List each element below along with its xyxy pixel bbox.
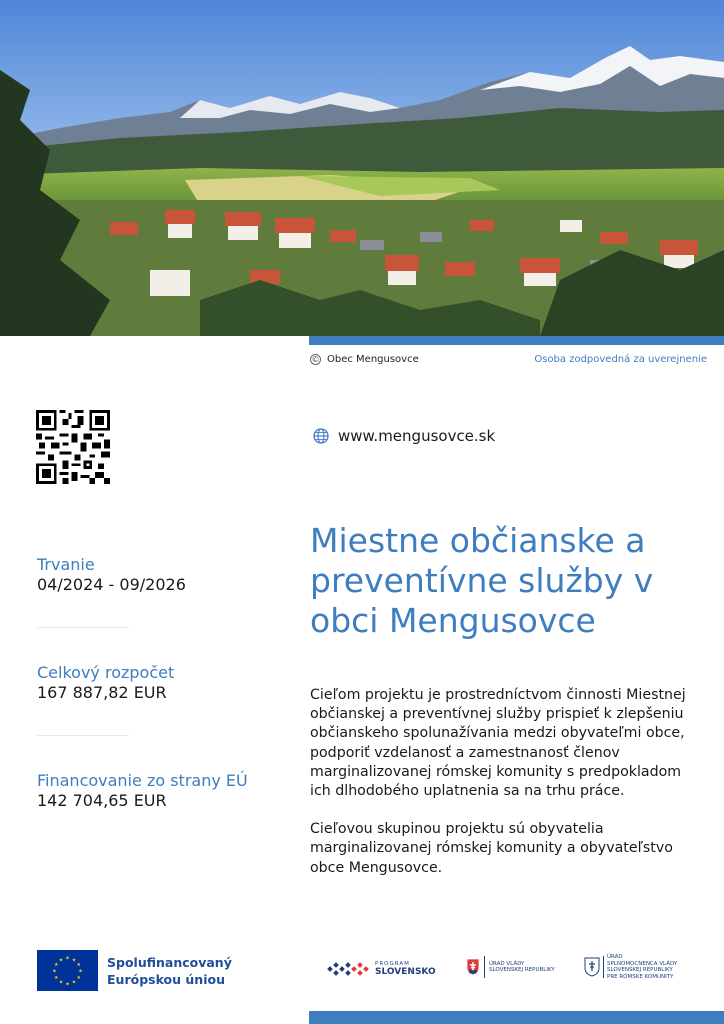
plenipotentiary-shield-icon: [584, 957, 600, 977]
svg-text:★: ★: [52, 968, 57, 975]
photo-credit: [310, 354, 419, 365]
fact-value: 167 887,82 EUR: [37, 683, 167, 702]
hero-photo: [0, 0, 724, 336]
svg-text:★: ★: [58, 979, 64, 986]
slovensko-label: SLOVENSKO: [375, 967, 436, 977]
fact-label: Financovanie zo strany EÚ: [37, 771, 248, 790]
fact-duration: [37, 555, 267, 663]
website-link[interactable]: [313, 427, 495, 445]
svg-text:★: ★: [71, 979, 77, 986]
eu-text: [107, 954, 232, 988]
plen-line-2: SPLNOMOCNENCA VLÁDY: [607, 960, 678, 967]
partner-logos: [326, 952, 706, 992]
website-url[interactable]: www.mengusovce.sk: [338, 427, 496, 445]
roma-plenipotentiary-logo: [584, 954, 677, 980]
description-paragraph: Cieľovou skupinou projektu sú obyvatelia marginalizovanej rómskej komunity a obyvateľstvo obce Mengusovce.: [310, 821, 673, 876]
divider: [484, 956, 485, 978]
divider: [603, 956, 604, 978]
responsible-person-label: Osoba zodpovedná za uverejnenie: [534, 354, 707, 365]
eu-line-2: Európskou úniou: [107, 971, 225, 987]
government-office-logo: [466, 956, 555, 978]
slovak-coat-of-arms-icon: [466, 958, 480, 976]
svg-text:★: ★: [76, 962, 82, 968]
program-slovensko-logo: [326, 956, 436, 982]
accent-bar-top: [309, 336, 724, 345]
photo-credit-text: Obec Mengusovce: [327, 354, 419, 365]
fact-label: Celkový rozpočet: [37, 663, 175, 682]
plen-line-1: ÚRAD: [607, 954, 623, 960]
program-label: PROGRAM: [375, 961, 410, 967]
mountain-village-photo: [0, 0, 724, 336]
svg-text:★: ★: [58, 957, 64, 964]
program-slovensko-icon: [326, 956, 372, 982]
fact-total-budget: [37, 663, 267, 771]
description-paragraph: Cieľom projektu je prostredníctvom činnosti Miestnej občianskej a preventívnej služby prispieť k zlepšeniu občianskeho spolunažívania medzi obyvateľmi obce, podporiť vzdelanosť a zamestnanosť členov marginalizovanej rómskej komunity s predpokladom ich dlhodobého uplatnenia sa na trhu práce.: [310, 687, 686, 800]
svg-text:★: ★: [53, 962, 59, 968]
accent-bar-bottom: [309, 1011, 724, 1024]
copyright-icon: ©: [311, 355, 320, 364]
svg-text:★: ★: [65, 981, 70, 988]
svg-text:★: ★: [78, 968, 83, 975]
fact-value: 142 704,65 EUR: [37, 791, 167, 810]
project-description: [310, 686, 705, 878]
fact-value: 04/2024 - 09/2026: [37, 575, 186, 594]
eu-flag-icon: [37, 950, 98, 991]
eu-line-1: Spolufinancovaný: [107, 954, 232, 970]
project-facts: [37, 555, 267, 879]
svg-text:★: ★: [53, 975, 59, 981]
gov-line-1: ÚRAD VLÁDY: [489, 960, 525, 967]
qr-code[interactable]: [36, 410, 110, 484]
divider: [37, 627, 129, 628]
fact-label: Trvanie: [37, 555, 95, 574]
globe-icon: [313, 428, 329, 444]
svg-text:★: ★: [65, 955, 70, 962]
svg-text:★: ★: [76, 975, 82, 981]
fact-eu-funding: [37, 771, 267, 879]
svg-text:★: ★: [71, 957, 77, 964]
plen-line-3: SLOVENSKEJ REPUBLIKY: [607, 967, 673, 973]
eu-cofunded-logo: [37, 950, 232, 991]
gov-line-2: SLOVENSKEJ REPUBLIKY: [489, 967, 555, 973]
project-title: Miestne občianske a preventívne služby v obci Mengusovce: [310, 521, 654, 640]
plen-line-4: PRE RÓMSKE KOMUNITY: [607, 973, 674, 980]
divider: [37, 735, 129, 736]
